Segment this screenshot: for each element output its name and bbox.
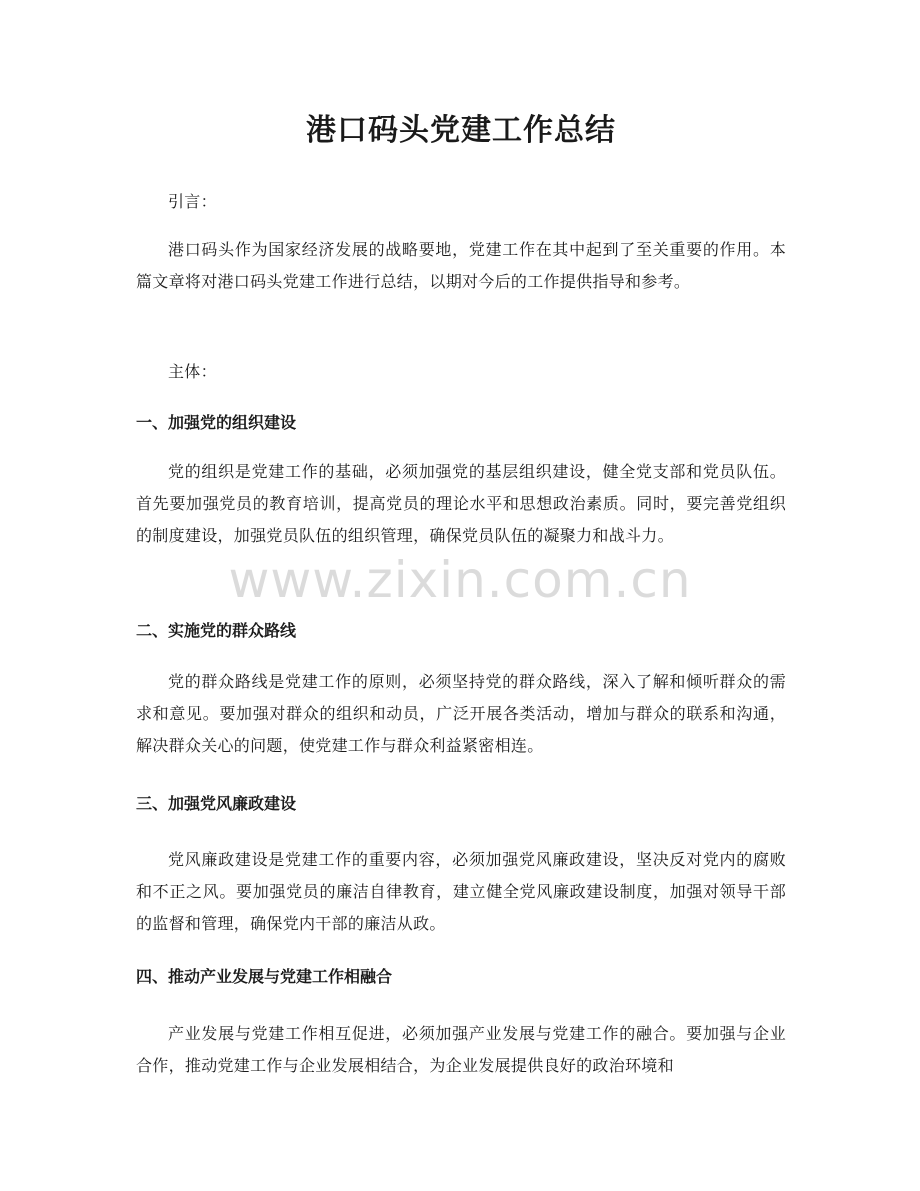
document-title: 港口码头党建工作总结 [306, 113, 616, 148]
section-heading-3: 三、加强党风廉政建设 [136, 794, 297, 813]
intro-label: 引言： [168, 192, 217, 211]
section-paragraph-1: 党的组织是党建工作的基础，必须加强党的基层组织建设，健全党支部和党员队伍。首先要加强党员的教育培训，提高党员的理论水平和思想政治素质。同时，要完善党组织的制度建设，加强党员队伍的组织管理，确保党员队伍的凝聚力和战斗力。 [136, 462, 786, 545]
body-label: 主体： [168, 362, 217, 381]
section-paragraph-3: 党风廉政建设是党建工作的重要内容，必须加强党风廉政建设，坚决反对党内的腐败和不正之风。要加强党员的廉洁自律教育，建立健全党风廉政建设制度，加强对领导干部的监督和管理，确保党内干部的廉洁从政。 [136, 850, 786, 933]
watermark-text: www.zixin.com.cn [228, 551, 692, 609]
section-heading-1: 一、加强党的组织建设 [136, 413, 297, 432]
section-heading-2: 二、实施党的群众路线 [136, 621, 297, 640]
section-heading-4: 四、推动产业发展与党建工作相融合 [136, 967, 393, 986]
section-paragraph-4: 产业发展与党建工作相互促进，必须加强产业发展与党建工作的融合。要加强与企业合作，推动党建工作与企业发展相结合，为企业发展提供良好的政治环境和 [136, 1024, 786, 1075]
intro-paragraph: 港口码头作为国家经济发展的战略要地，党建工作在其中起到了至关重要的作用。本篇文章将对港口码头党建工作进行总结，以期对今后的工作提供指导和参考。 [136, 240, 786, 291]
section-paragraph-2: 党的群众路线是党建工作的原则，必须坚持党的群众路线，深入了解和倾听群众的需求和意见。要加强对群众的组织和动员，广泛开展各类活动，增加与群众的联系和沟通，解决群众关心的问题，使党建工作与群众利益紧密相连。 [136, 672, 786, 755]
